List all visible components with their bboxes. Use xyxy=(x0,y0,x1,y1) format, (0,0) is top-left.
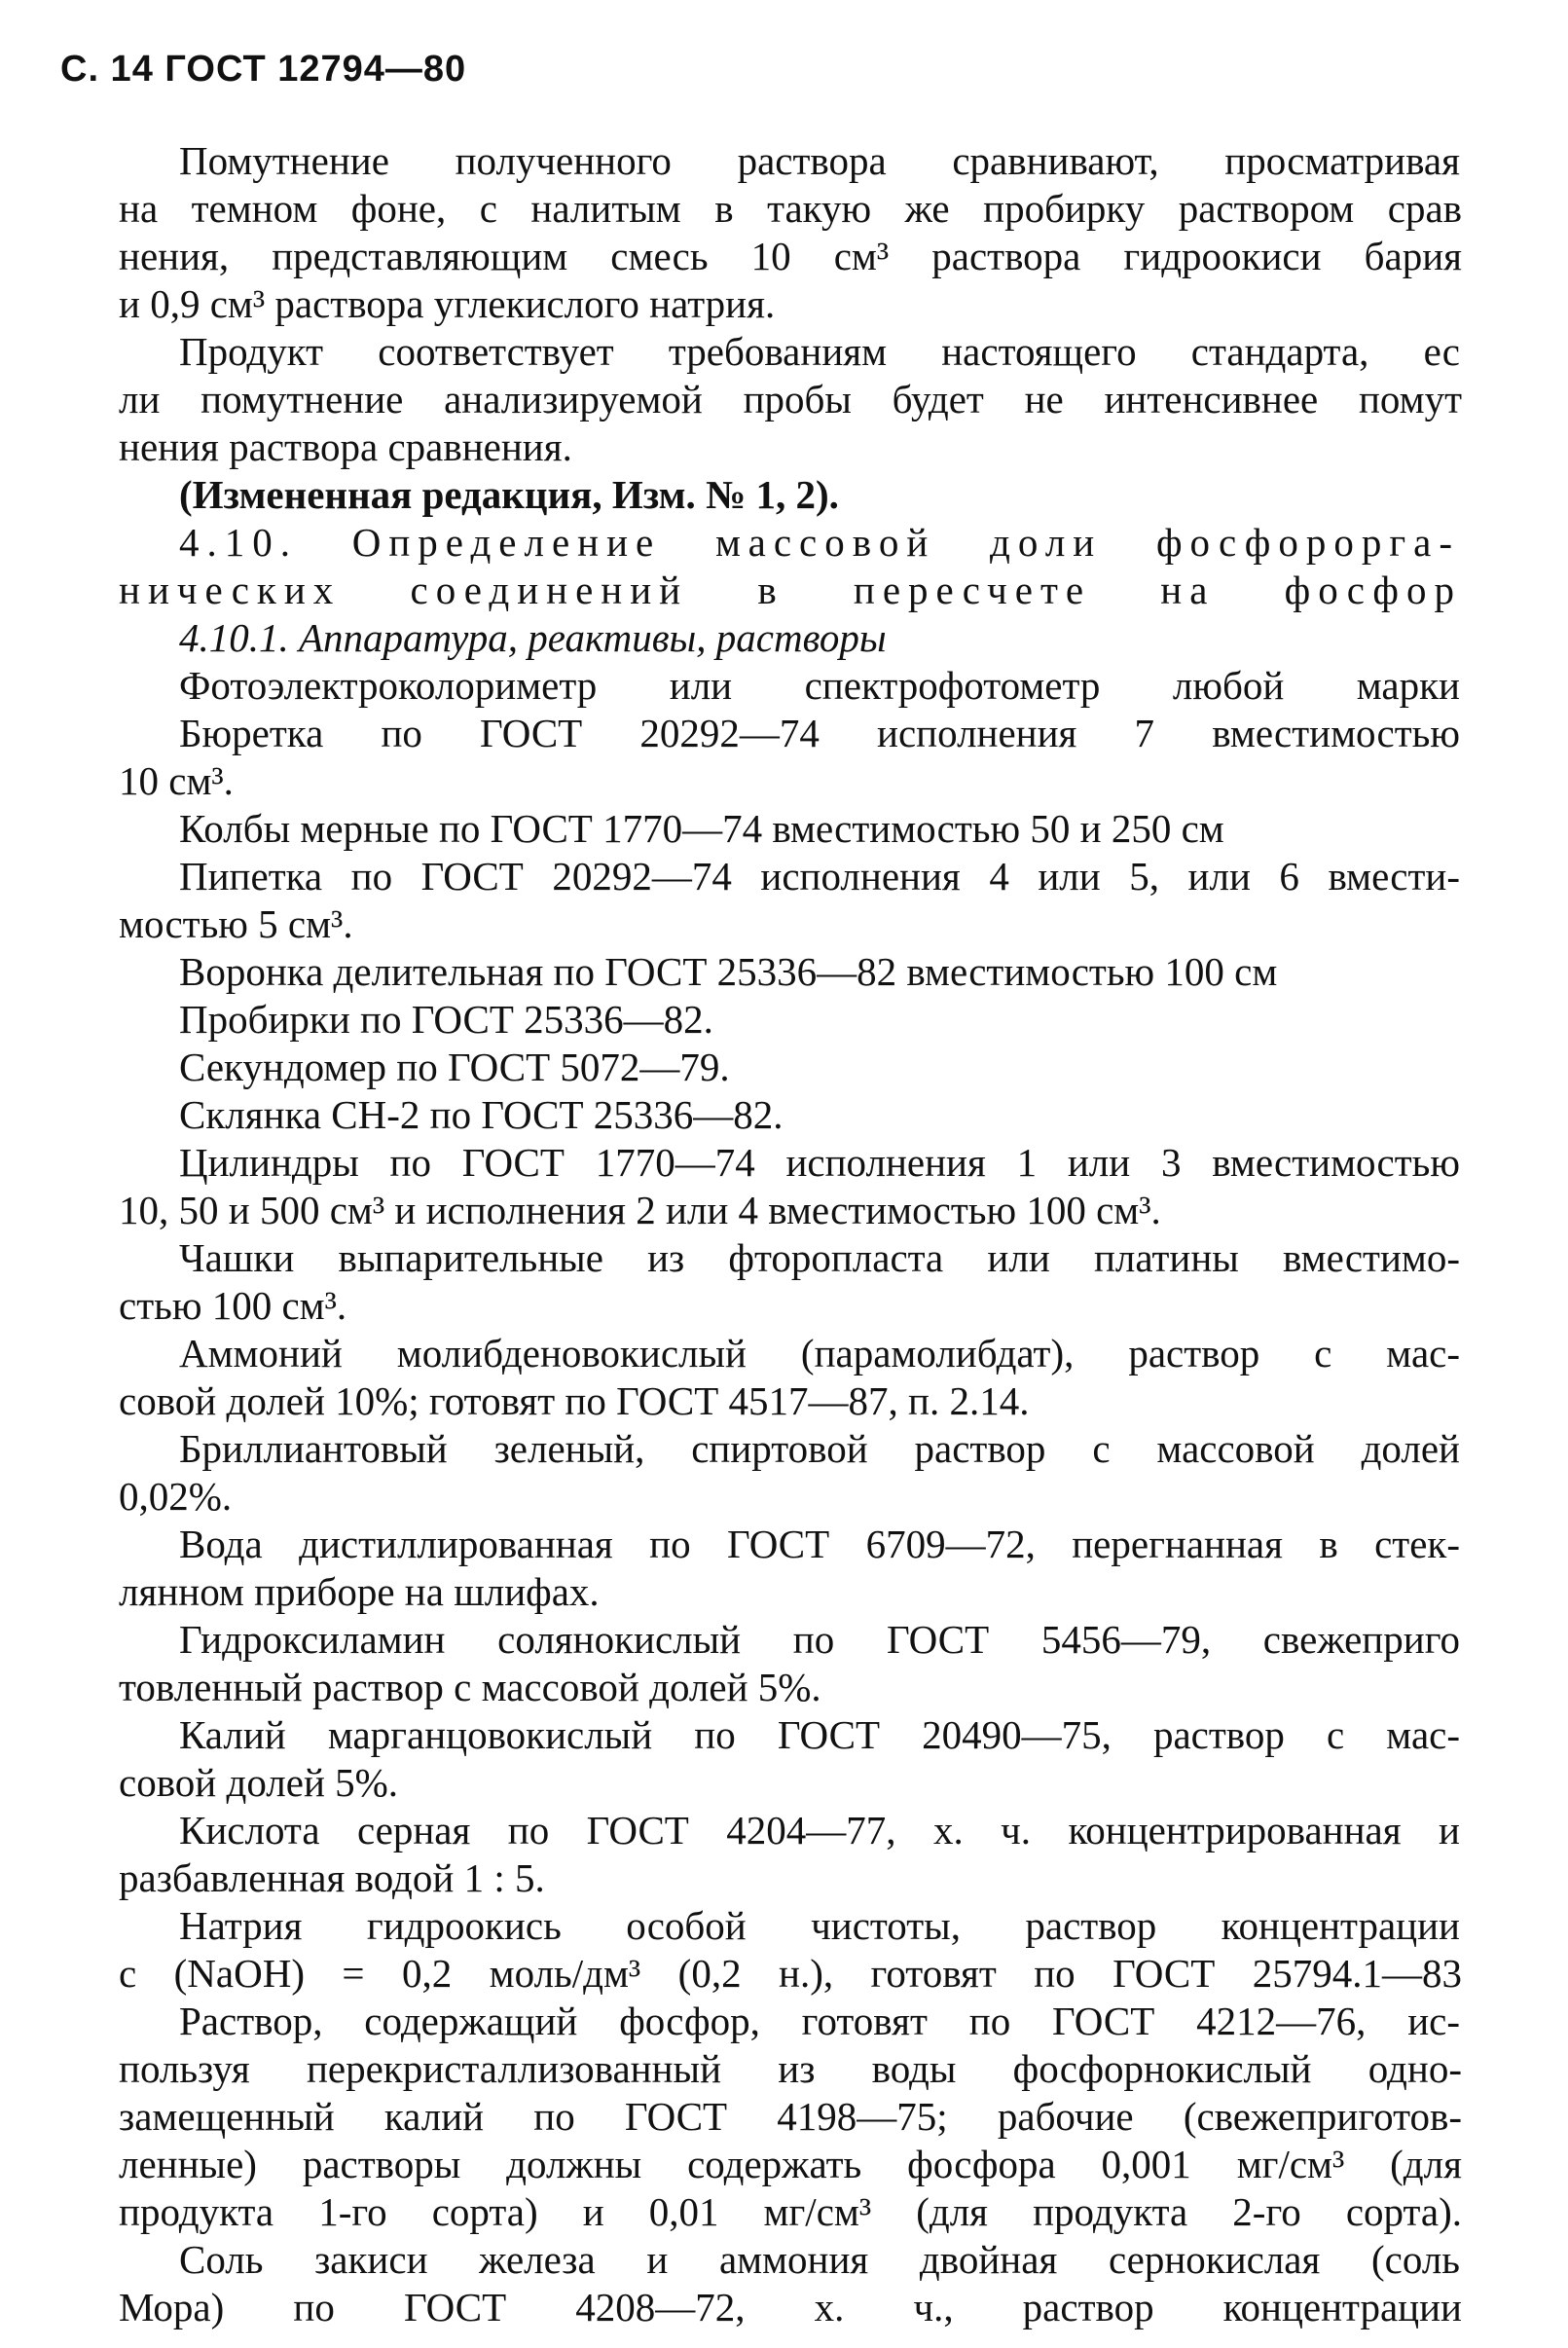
text-line: Колбы мерные по ГОСТ 1770—74 вместимостью 50 и 250 см xyxy=(179,806,1224,851)
text-line: Вода дистиллированная по ГОСТ 6709—72, перегнанная в стек- xyxy=(179,1522,1460,1566)
text-line: мостью 5 см³. xyxy=(119,901,353,946)
section-heading: 4.10. Определение массовой доли фосфорорга- xyxy=(179,520,1460,565)
text-line: замещенный калий по ГОСТ 4198—75; рабочие (свежеприготов- xyxy=(119,2094,1462,2139)
text-line: пользуя перекристаллизованный из воды фосфорнокислый одно- xyxy=(119,2046,1462,2091)
text-line: нения, представляющим смесь 10 см³ раствора гидроокиси бария xyxy=(119,234,1462,278)
text-line: продукта 1-го сорта) и 0,01 мг/см³ (для продукта 2-го сорта). xyxy=(119,2189,1462,2234)
text-line: Продукт соответствует требованиям настоящего стандарта, ес xyxy=(179,329,1460,374)
text-line: Цилиндры по ГОСТ 1770—74 исполнения 1 или 3 вместимостью xyxy=(179,1140,1460,1185)
text-line: Кислота серная по ГОСТ 4204—77, х. ч. концентрированная и xyxy=(179,1808,1460,1853)
text-line: 0,02%. xyxy=(119,1474,233,1519)
text-line: 10 см³. xyxy=(119,758,234,803)
text-line: Аммоний молибденовокислый (парамолибдат), раствор с мас- xyxy=(179,1331,1460,1376)
text-line: c (NaOH) = 0,2 моль/дм³ (0,2 н.), готовят по ГОСТ 25794.1—83 xyxy=(119,1951,1462,1996)
text-line: Помутнение полученного раствора сравнивают, просматривая xyxy=(179,138,1460,183)
text-line: Калий марганцовокислый по ГОСТ 20490—75, раствор с мас- xyxy=(179,1712,1460,1757)
text-line: товленный раствор с массовой долей 5%. xyxy=(119,1665,821,1709)
amendment-note: (Измененная редакция, Изм. № 1, 2). xyxy=(179,472,839,517)
text-line: совой долей 10%; готовят по ГОСТ 4517—87, п. 2.14. xyxy=(119,1378,1030,1423)
subsection-heading xyxy=(179,615,887,660)
text-line: стью 100 см³. xyxy=(119,1283,347,1328)
text-line: Натрия гидроокись особой чистоты, раствор концентрации xyxy=(179,1903,1460,1948)
page-header: С. 14 ГОСТ 12794—80 xyxy=(60,49,467,90)
text-line: Воронка делительная по ГОСТ 25336—82 вместимостью 100 см xyxy=(179,949,1278,994)
text-line: Раствор, содержащий фосфор, готовят по ГОСТ 4212—76, ис- xyxy=(179,1999,1460,2043)
section-heading: нических соединений в пересчете на фосфор xyxy=(119,568,1462,612)
text-line: Мора) по ГОСТ 4208—72, х. ч., раствор концентрации xyxy=(119,2285,1462,2330)
text-line: 10, 50 и 500 см³ и исполнения 2 или 4 вместимостью 100 см³. xyxy=(119,1188,1161,1232)
subsection-text: 4.10.1. Аппаратура, реактивы, растворы xyxy=(179,615,887,660)
text-line: Фотоэлектроколориметр или спектрофотометр любой марки xyxy=(179,663,1460,708)
text-line: Пипетка по ГОСТ 20292—74 исполнения 4 или 5, или 6 вмести- xyxy=(179,854,1460,899)
text-line: Бюретка по ГОСТ 20292—74 исполнения 7 вместимостью xyxy=(179,711,1460,755)
text-line: Пробирки по ГОСТ 25336—82. xyxy=(179,997,713,1042)
text-line: разбавленная водой 1 : 5. xyxy=(119,1855,545,1900)
text-line: Секундомер по ГОСТ 5072—79. xyxy=(179,1045,730,1089)
text-line: ленные) растворы должны содержать фосфора 0,001 мг/см³ (для xyxy=(119,2142,1462,2186)
text-line: и 0,9 см³ раствора углекислого натрия. xyxy=(119,281,776,326)
text-line: Соль закиси железа и аммония двойная сернокислая (соль xyxy=(179,2237,1460,2282)
text-line: на темном фоне, с налитым в такую же пробирку раствором срав xyxy=(119,186,1462,231)
text-line: Гидроксиламин солянокислый по ГОСТ 5456—79, свежеприго xyxy=(179,1617,1460,1662)
text-line: нения раствора сравнения. xyxy=(119,424,572,469)
text-line: совой долей 5%. xyxy=(119,1760,399,1805)
text-line: Бриллиантовый зеленый, спиртовой раствор с массовой долей xyxy=(179,1426,1460,1471)
text-line: ли помутнение анализируемой пробы будет не интенсивнее помут xyxy=(119,377,1462,422)
text-line: лянном приборе на шлифах. xyxy=(119,1569,600,1614)
text-line: Склянка СН-2 по ГОСТ 25336—82. xyxy=(179,1092,784,1137)
text-line: Чашки выпарительные из фторопласта или платины вместимо- xyxy=(179,1235,1460,1280)
